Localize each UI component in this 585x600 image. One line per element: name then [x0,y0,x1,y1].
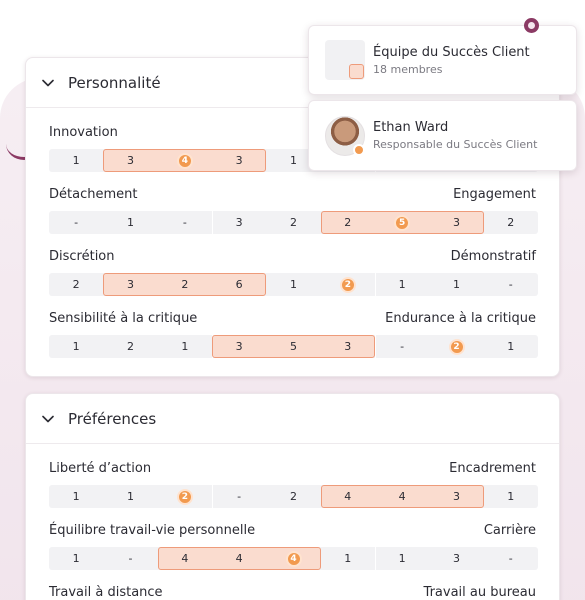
scale-cell: - [400,340,405,353]
trait-right-label: Endurance à la critique [385,310,536,326]
trait-labels [49,582,536,600]
trait-labels [49,246,536,266]
trait-left-label: Sensibilité à la critique [49,310,198,326]
trait-left-label: Détachement [49,186,138,202]
trait-list [26,444,559,600]
trait-scale [49,273,538,296]
team-popup[interactable] [308,25,577,95]
scale-cell: 1 [289,154,297,167]
score-marker[interactable]: 2 [449,339,465,355]
scale-cell: 3 [126,154,134,167]
scale-cell: 4 [235,552,243,565]
scale-cell: 3 [126,278,134,291]
scale-cell: 1 [507,490,515,503]
trait-right-label: Travail au bureau [423,584,536,600]
spacer [49,296,536,308]
trait-left-label: Innovation [49,124,118,140]
team-member-count: 18 membres [373,62,443,76]
team-badge-icon [349,64,364,79]
scale-cell: 1 [126,216,134,229]
scale-cell: 1 [289,278,297,291]
trait-labels [49,308,536,328]
scale-cell: 1 [72,552,80,565]
spacer [49,172,536,184]
scale-cell: 3 [452,490,460,503]
trait-row [49,184,536,234]
scale-cell: 3 [235,340,243,353]
status-dot-icon [353,144,365,156]
trait-scale [49,485,538,508]
team-name: Équipe du Succès Client [373,44,530,60]
trait-left-label: Liberté d’action [49,460,152,476]
trait-labels [49,520,536,540]
scale-cell: 2 [72,278,80,291]
trait-row [49,520,536,570]
scale-cell: 5 [289,340,297,353]
scale-cell: 1 [126,490,134,503]
scale-cell: 2 [289,216,297,229]
trait-right-label: Encadrement [449,460,536,476]
person-name: Ethan Ward [373,120,449,135]
score-marker[interactable]: 4 [177,153,193,169]
person-role: Responsable du Succès Client [373,138,538,151]
scale-cell: 4 [344,490,352,503]
scale-cell: 2 [126,340,134,353]
trait-row [49,308,536,358]
scale-cell: - [128,552,133,565]
scale-cell: 2 [181,278,189,291]
trait-row [49,458,536,508]
scale-cell: 3 [452,216,460,229]
scale-cell: 2 [289,490,297,503]
spacer [49,234,536,246]
score-marker[interactable]: 5 [394,215,410,231]
scale-cell: 4 [398,490,406,503]
scale-cell: 1 [72,340,80,353]
trait-labels [49,184,536,204]
trait-row [49,582,536,600]
scale-cell: - [508,278,513,291]
scale-cell: 4 [181,552,189,565]
scale-cell: 1 [507,340,515,353]
trait-left-label: Discrétion [49,248,115,264]
scale-cell: 2 [344,216,352,229]
score-marker[interactable]: 2 [340,277,356,293]
scale-cell: - [508,552,513,565]
card-header[interactable] [26,394,559,444]
scale-cell: - [237,490,242,503]
trait-scale [49,335,538,358]
card-title: Préférences [68,409,157,428]
spacer [49,508,536,520]
person-popup[interactable] [308,100,577,171]
scale-cell: 1 [181,340,189,353]
trait-right-label: Engagement [453,186,536,202]
scale-cell: 1 [398,278,406,291]
decorative-ring [524,18,539,33]
trait-right-label: Carrière [483,522,536,538]
scale-cell: 1 [344,552,352,565]
scale-cell: 6 [235,278,243,291]
trait-scale [49,547,538,570]
scale-cell: 1 [72,154,80,167]
scale-cell: 1 [398,552,406,565]
trait-row [49,246,536,296]
scale-cell: 1 [72,490,80,503]
scale-cell: 3 [235,216,243,229]
trait-labels [49,458,536,478]
trait-left-label: Travail à distance [49,584,163,600]
scale-cell: 3 [235,154,243,167]
scale-cell: 1 [452,278,460,291]
trait-scale [49,211,538,234]
card-title: Personnalité [68,73,161,92]
chevron-down-icon[interactable] [39,74,57,92]
chevron-down-icon[interactable] [39,410,57,428]
score-marker[interactable]: 2 [177,489,193,505]
team-thumbnail [325,40,365,80]
trait-left-label: Équilibre travail-vie personnelle [49,522,256,538]
scale-cell: - [74,216,79,229]
scale-cell: 2 [507,216,515,229]
scale-cell: 3 [344,340,352,353]
score-marker[interactable]: 4 [286,551,302,567]
scale-cell: - [182,216,187,229]
card-preferences [25,393,560,600]
trait-right-label: Démonstratif [450,248,536,264]
scale-cell: 3 [452,552,460,565]
spacer [49,570,536,582]
avatar [325,116,365,156]
